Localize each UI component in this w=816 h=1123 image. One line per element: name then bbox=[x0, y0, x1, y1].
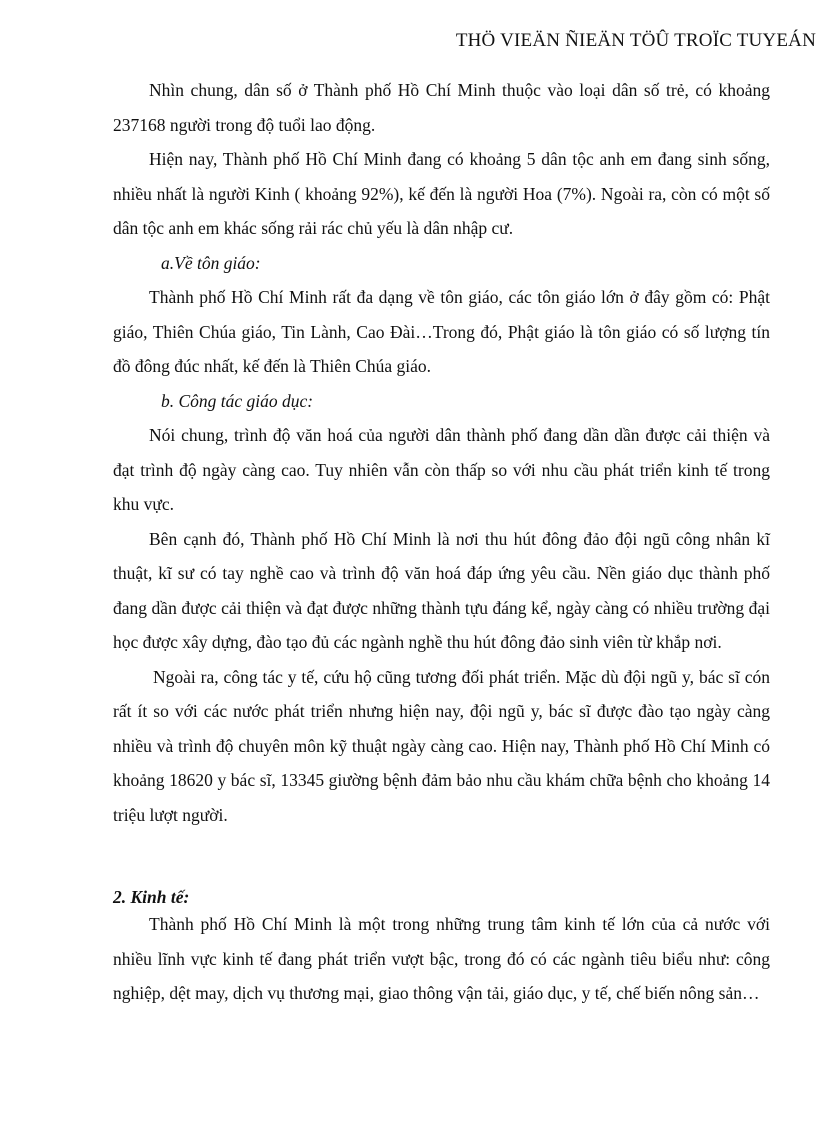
paragraph-education-level: Nói chung, trình độ văn hoá của người dân thành phố đang dần dần được cải thiện và đạt trình độ ngày càng cao. Tuy nhiên vẫn còn thấp so với nhu cầu phát triển kinh tế trong khu vực. bbox=[113, 425, 770, 514]
body-text-economy bbox=[113, 907, 770, 1011]
paragraph-ethnic-groups: Hiện nay, Thành phố Hồ Chí Minh đang có khoảng 5 dân tộc anh em đang sinh sống, nhiều nhất là người Kinh ( khoảng 92%), kế đến là người Hoa (7%). Ngoài ra, còn có một số dân tộc anh em khác sống rải rác chủ yếu là dân nhập cư. bbox=[113, 149, 770, 238]
body-text bbox=[113, 73, 770, 832]
paragraph-population: Nhìn chung, dân số ở Thành phố Hồ Chí Minh thuộc vào loại dân số trẻ, có khoảng 237168 người trong độ tuổi lao động. bbox=[113, 80, 770, 135]
section-heading-economy: 2. Kinh tế: bbox=[113, 887, 190, 907]
paragraph-economy: Thành phố Hồ Chí Minh là một trong những trung tâm kinh tế lớn của cả nước với nhiều lĩnh vực kinh tế đang phát triển vượt bậc, trong đó có các ngành tiêu biểu như: công nghiệp, dệt may, dịch vụ thương mại, giao thông vận tải, giáo dục, y tế, chế biến nông sản… bbox=[113, 914, 770, 1003]
paragraph-workforce: Bên cạnh đó, Thành phố Hồ Chí Minh là nơi thu hút đông đảo đội ngũ công nhân kĩ thuật, kĩ sư có tay nghề cao và trình độ văn hoá đáp ứng yêu cầu. Nền giáo dục thành phố đang dần được cải thiện và đạt được những thành tựu đáng kể, ngày càng có nhiều trường đại học được xây dựng, đào tạo đủ các ngành nghề thu hút đông đảo sinh viên từ khắp nơi. bbox=[113, 528, 770, 652]
paragraph-healthcare: Ngoài ra, công tác y tế, cứu hộ cũng tương đối phát triển. Mặc dù đội ngũ y, bác sĩ cón rất ít so với các nước phát triển nhưng hiện nay, đội ngũ y, bác sĩ được đào tạo ngày càng nhiều và trình độ chuyên môn kỹ thuật ngày càng cao. Hiện nay, Thành phố Hồ Chí Minh có khoảng 18620 y bác sĩ, 13345 giường bệnh đảm bảo nhu cầu khám chữa bệnh cho khoảng 14 triệu lượt người. bbox=[113, 666, 770, 825]
subheading-education: b. Công tác giáo dục: bbox=[161, 390, 314, 411]
subheading-religion: a.Về tôn giáo: bbox=[161, 252, 261, 273]
paragraph-religion: Thành phố Hồ Chí Minh rất đa dạng về tôn giáo, các tôn giáo lớn ở đây gồm có: Phật giáo, Thiên Chúa giáo, Tin Lành, Cao Đài…Trong đó, Phật giáo là tôn giáo có số lượng tín đồ đông đúc nhất, kế đến là Thiên Chúa giáo. bbox=[113, 287, 770, 376]
page-header: THÖ VIEÄN ÑIEÄN TÖÛ TROÏC TUYEÁN bbox=[455, 30, 816, 51]
